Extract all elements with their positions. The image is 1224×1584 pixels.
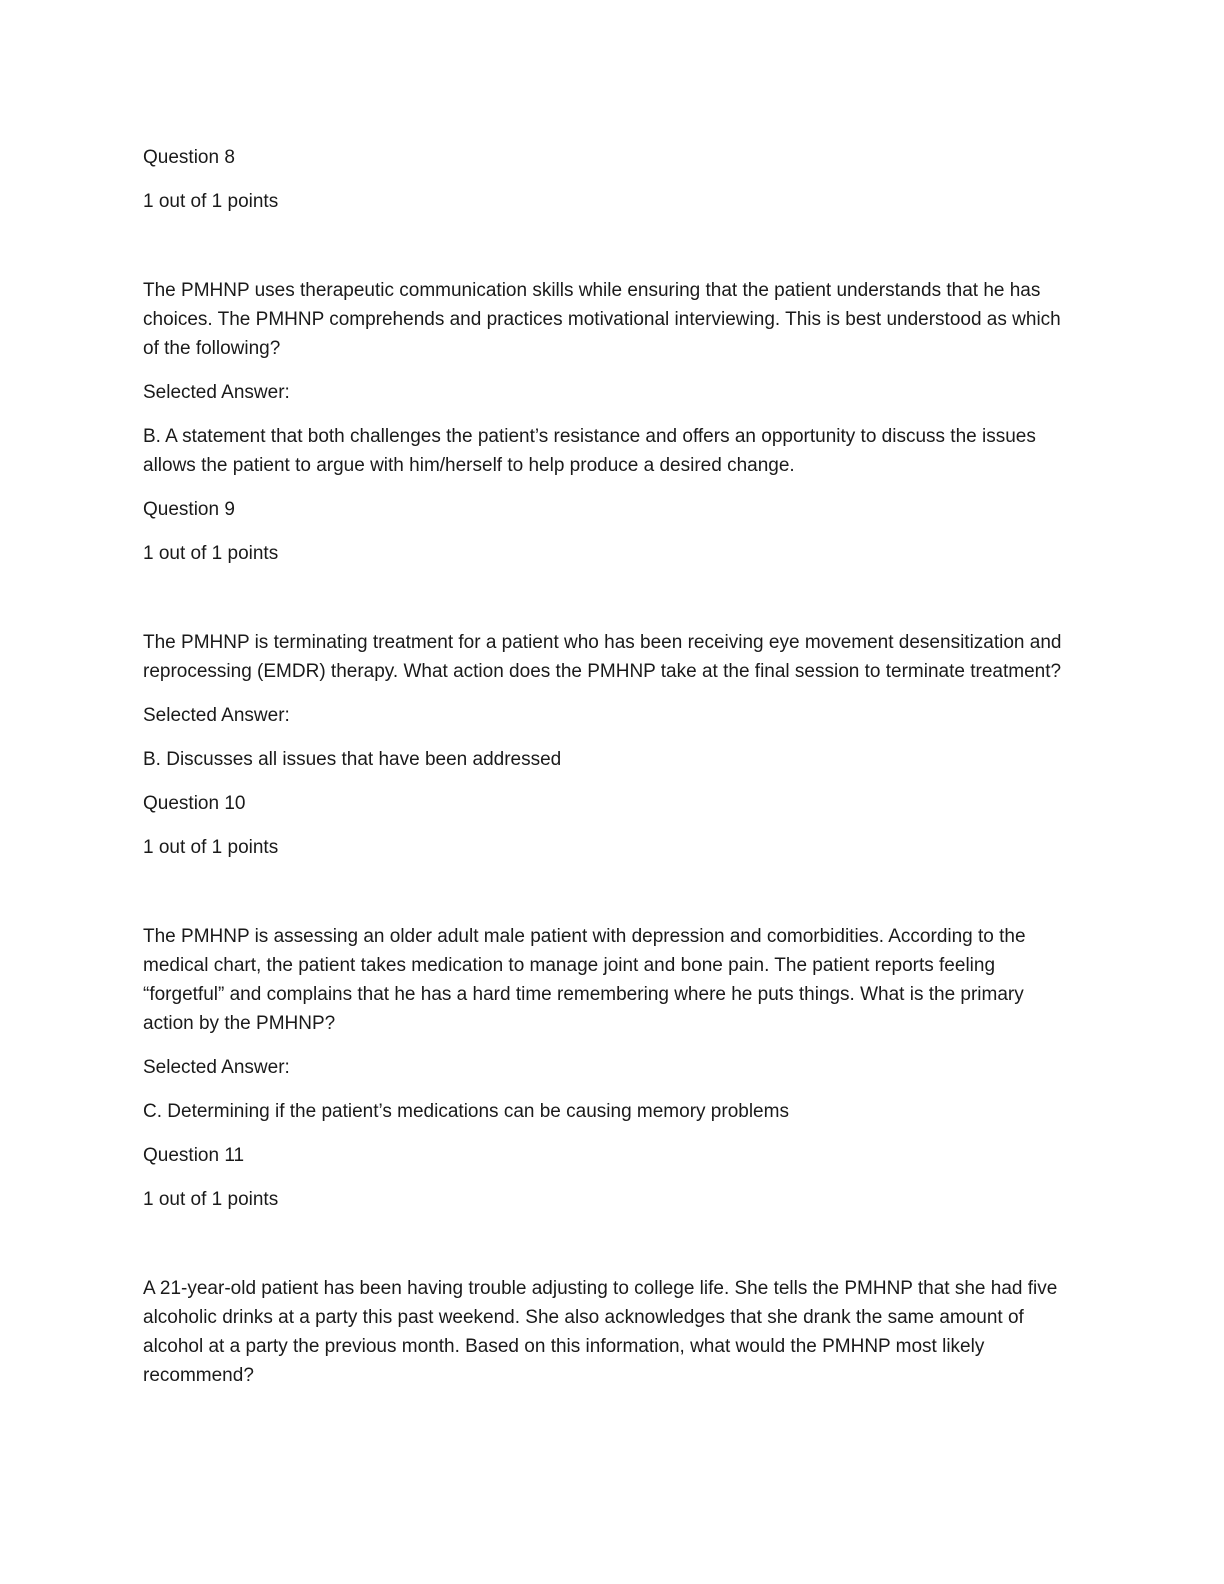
- question-points: 1 out of 1 points: [143, 1189, 279, 1210]
- selected-answer-label: Selected Answer:: [143, 705, 290, 726]
- question-title: Question 8: [143, 147, 235, 168]
- selected-answer-label: Selected Answer:: [143, 382, 290, 403]
- question-text: A 21-year-old patient has been having trouble adjusting to college life. She tells the PMHNP that she had five alcoholic drinks at a party this past weekend. She also acknowledges that she drank the same amount of alcohol at a party the previous month. Based on this information, what would the PMHNP most likely recommend?: [143, 1278, 1058, 1386]
- question-title: Question 11: [143, 1145, 245, 1166]
- question-text: The PMHNP uses therapeutic communication skills while ensuring that the patient understands that he has choices. The PMHNP comprehends and practices motivational interviewing. This is best understood as which of the following?: [143, 280, 1061, 359]
- question-block-9: [143, 495, 1078, 774]
- selected-answer: C. Determining if the patient’s medications can be causing memory problems: [143, 1101, 789, 1122]
- question-points: 1 out of 1 points: [143, 543, 279, 564]
- question-title: Question 10: [143, 793, 246, 814]
- question-block-10: [143, 789, 1078, 1126]
- selected-answer-label: Selected Answer:: [143, 1057, 290, 1078]
- question-block-11: [143, 1141, 1078, 1390]
- question-text: The PMHNP is terminating treatment for a patient who has been receiving eye movement desensitization and reprocessing (EMDR) therapy. What action does the PMHNP take at the final session to terminate treatment?: [143, 632, 1062, 682]
- selected-answer: B. Discusses all issues that have been addressed: [143, 749, 562, 770]
- question-text: The PMHNP is assessing an older adult male patient with depression and comorbidities. According to the medical chart, the patient takes medication to manage joint and bone pain. The patient reports feeling “forgetful” and complains that he has a hard time remembering where he puts things. What is the primary action by the PMHNP?: [143, 926, 1026, 1034]
- question-points: 1 out of 1 points: [143, 837, 279, 858]
- selected-answer: B. A statement that both challenges the patient’s resistance and offers an opportunity to discuss the issues allows the patient to argue with him/herself to help produce a desired change.: [143, 426, 1036, 476]
- question-block-8: [143, 143, 1078, 480]
- question-points: 1 out of 1 points: [143, 191, 279, 212]
- document-page: [143, 143, 1078, 1405]
- question-title: Question 9: [143, 499, 235, 520]
